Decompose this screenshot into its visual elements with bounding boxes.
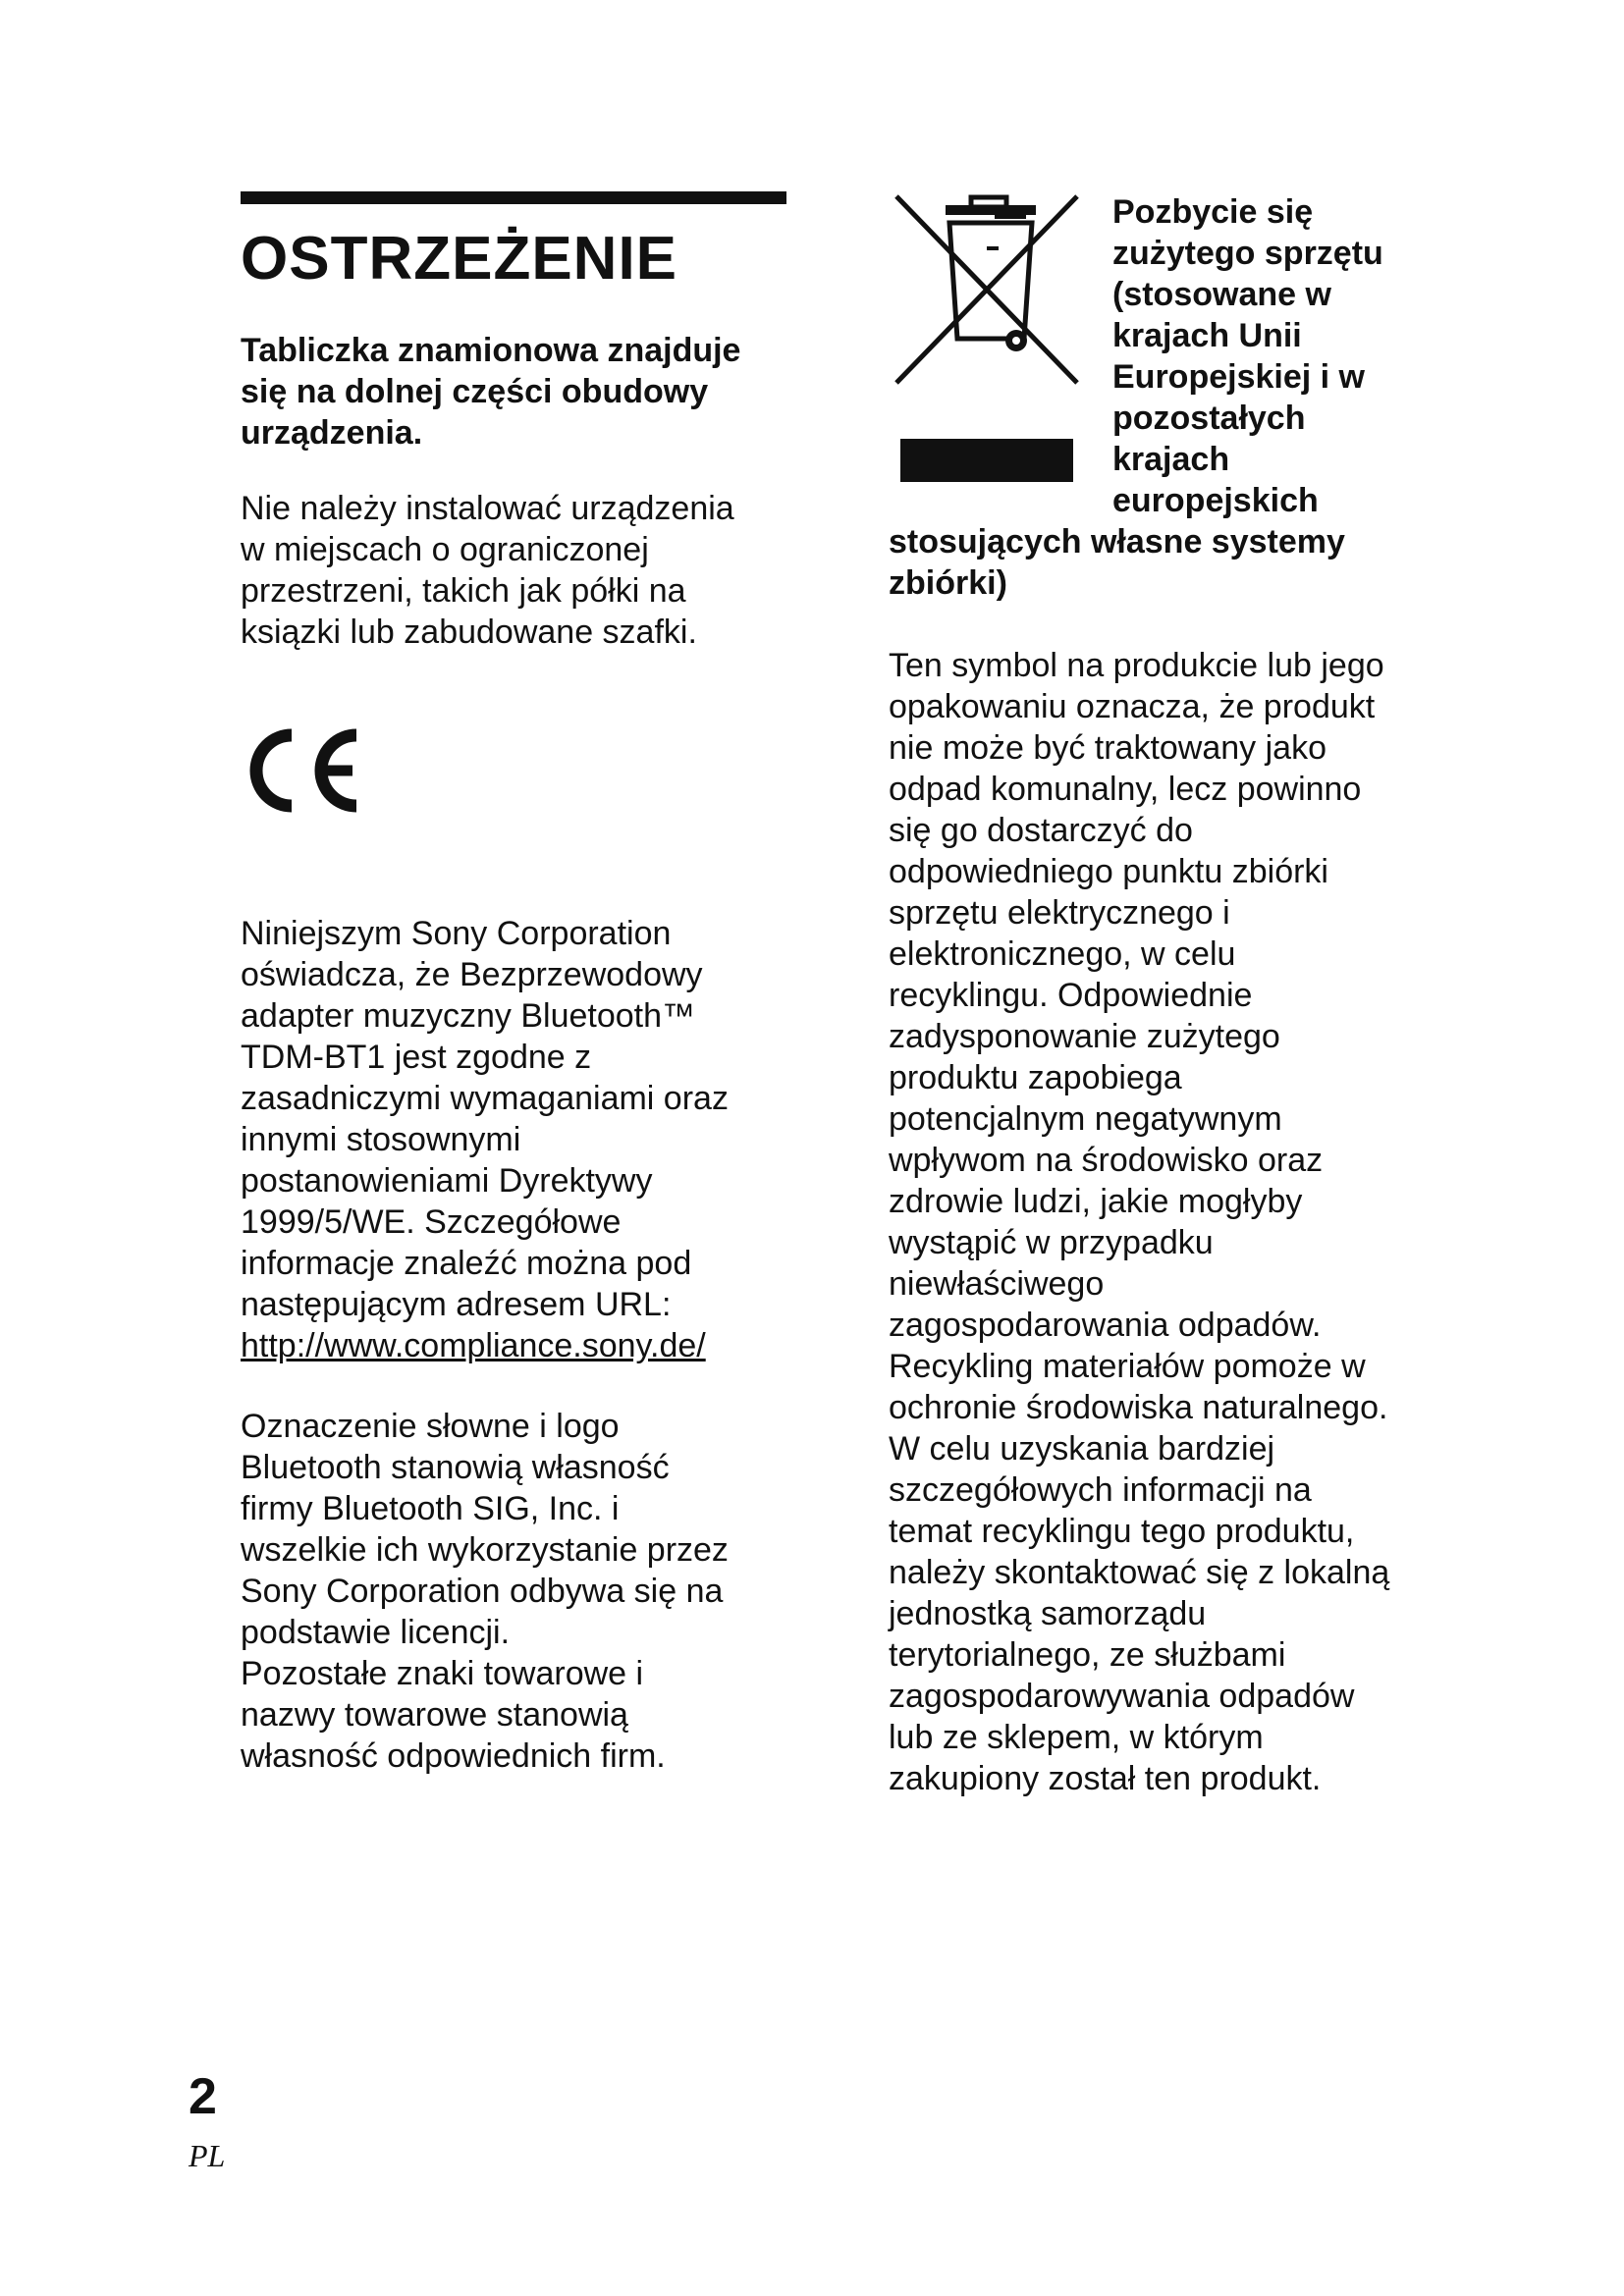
right-column (889, 191, 1438, 1799)
rating-plate-note: Tabliczka znamionowa znajduje się na dolnej części obudowy urządzenia. (241, 332, 741, 453)
page-number: 2 (189, 2068, 217, 2125)
language-code: PL (189, 2138, 226, 2173)
page-title: OSTRZEŻENIE (241, 225, 678, 293)
title-rule (241, 191, 786, 204)
left-column (241, 191, 790, 1777)
declaration-text: Niniejszym Sony Corporation oświadcza, że Bezprzewodowy adapter muzyczny Bluetooth™ TDM-BT1 jest zgodne z zasadniczymi wymaganiami oraz innymi stosownymi postanowieniami Dyrektywy 1999/5/WE. Szczegółowe informacje znaleźć można pod następującym adresem URL: (241, 915, 729, 1324)
compliance-url-link[interactable]: http://www.compliance.sony.de/ (241, 1327, 706, 1365)
weee-heading-continued: stosujących własne systemy zbiórki) (889, 523, 1345, 602)
weee-body-text: Ten symbol na produkcie lub jego opakowaniu oznacza, że produkt nie może być traktowany jako odpad komunalny, lecz powinno się go dostarczyć do odpowiedniego punktu zbiórki sprzętu elektrycznego i elektronicznego, w celu recyklingu. Odpowiednie zadysponowanie zużytego produktu zapobiega potencjalnym negatywnym wpływom na środowisko oraz zdrowie ludzi, jakie mogłyby wystąpić w przypadku niewłaściwego zagospodarowania odpadów. Recykling materiałów pomoże w ochronie środowiska naturalnego. W celu uzyskania bardziej szczegółowych informacji na temat recyklingu tego produktu, należy skontaktować się z lokalną jednostką samorządu terytorialnego, ze służbami zagospodarowywania odpadów lub ze sklepem, w którym zakupiony został ten produkt. (889, 647, 1390, 1797)
trademarks-text: Oznaczenie słowne i logo Bluetooth stanowią własność firmy Bluetooth SIG, Inc. i wszelkie ich wykorzystanie przez Sony Corporation odbywa się na podstawie licencji. Pozostałe znaki towarowe i nazwy towarowe stanowią własność odpowiednich firm. (241, 1408, 729, 1776)
crossed-bin-icon (889, 191, 1085, 486)
weee-heading: Pozbycie się zużytego sprzętu (stosowane w krajach Unii Europejskiej i w pozostałych krajach europejskich (1112, 193, 1383, 519)
install-warning: Nie należy instalować urządzenia w miejscach o ograniczonej przestrzeni, takich jak półki na ksiązki lub zabudowane szafki. (241, 490, 734, 652)
ce-mark-icon (241, 721, 790, 820)
